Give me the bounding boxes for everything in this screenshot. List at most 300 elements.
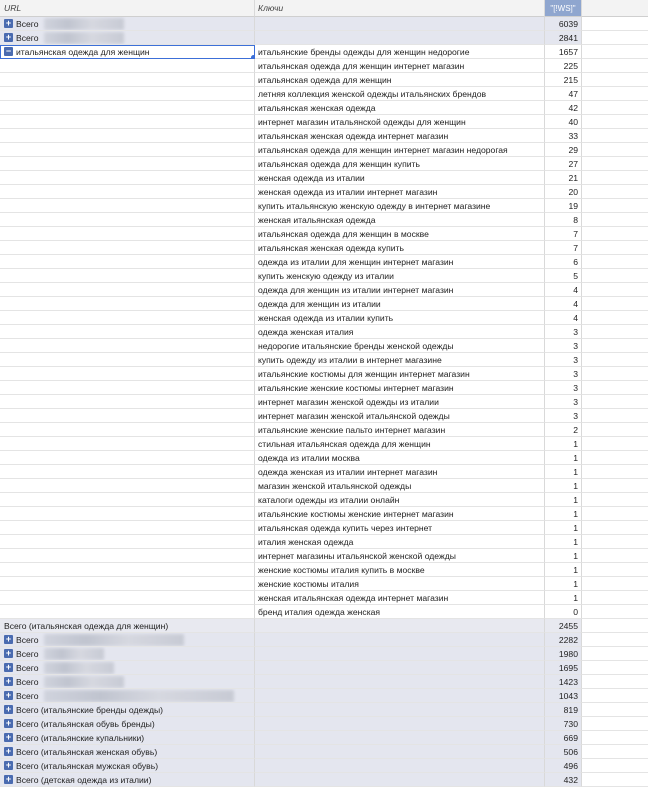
url-cell[interactable] bbox=[0, 577, 255, 591]
empty-cell bbox=[582, 353, 648, 367]
url-cell[interactable] bbox=[0, 563, 255, 577]
total-url-cell[interactable] bbox=[0, 731, 255, 745]
keyword-row bbox=[0, 353, 648, 367]
subtotal-label[interactable]: Всего (итальянская одежда для женщин) bbox=[0, 619, 255, 633]
empty-cell bbox=[582, 115, 648, 129]
keyword-cell[interactable]: итальянская женская одежда купить bbox=[255, 241, 545, 255]
keyword-row bbox=[0, 451, 648, 465]
total-url-cell[interactable] bbox=[0, 717, 255, 731]
url-cell[interactable] bbox=[0, 395, 255, 409]
url-cell[interactable] bbox=[0, 353, 255, 367]
column-header-keys[interactable]: Ключи bbox=[255, 0, 545, 17]
plus-square-icon[interactable]: + bbox=[5, 718, 12, 728]
keyword-row bbox=[0, 465, 648, 479]
keyword-cell[interactable]: женская итальянская одежда интернет магазин bbox=[255, 591, 545, 605]
empty-cell bbox=[582, 255, 648, 269]
total-value[interactable]: 2282 bbox=[545, 633, 582, 647]
keyword-cell[interactable]: одежда для женщин из италии bbox=[255, 297, 545, 311]
url-cell[interactable] bbox=[0, 101, 255, 115]
empty-cell bbox=[582, 745, 648, 759]
keyword-row bbox=[0, 157, 648, 171]
plus-square-icon[interactable]: + bbox=[5, 676, 12, 686]
keyword-row bbox=[0, 367, 648, 381]
total-value[interactable]: 506 bbox=[545, 745, 582, 759]
empty-cell bbox=[582, 479, 648, 493]
url-cell[interactable] bbox=[0, 423, 255, 437]
url-cell[interactable] bbox=[0, 409, 255, 423]
total-url-cell[interactable] bbox=[0, 633, 255, 647]
keyword-row bbox=[0, 269, 648, 283]
total-keys-cell[interactable] bbox=[255, 759, 545, 773]
plus-square-icon[interactable]: + bbox=[5, 774, 12, 784]
keyword-cell[interactable]: одежда для женщин из италии интернет магазин bbox=[255, 283, 545, 297]
ws-value-cell[interactable]: 3 bbox=[545, 395, 582, 409]
empty-cell bbox=[582, 129, 648, 143]
empty-cell bbox=[582, 339, 648, 353]
empty-cell bbox=[582, 689, 648, 703]
keyword-cell[interactable]: купить итальянскую женскую одежду в интернет магазине bbox=[255, 199, 545, 213]
total-url-cell[interactable] bbox=[0, 647, 255, 661]
keyword-row bbox=[0, 87, 648, 101]
url-cell[interactable] bbox=[0, 241, 255, 255]
plus-square-icon[interactable]: + bbox=[5, 634, 12, 644]
keyword-cell[interactable]: женская одежда из италии bbox=[255, 171, 545, 185]
ws-value-cell[interactable]: 3 bbox=[545, 325, 582, 339]
total-value[interactable]: 1695 bbox=[545, 661, 582, 675]
keyword-cell[interactable]: интернет магазин женской одежды из италии bbox=[255, 395, 545, 409]
total-label: Всего (итальянская обувь бренды) bbox=[16, 718, 155, 729]
keyword-row bbox=[0, 115, 648, 129]
url-cell[interactable] bbox=[0, 199, 255, 213]
keyword-cell[interactable]: итальянские женские костюмы интернет магазин bbox=[255, 381, 545, 395]
keyword-cell[interactable]: одежда женская италия bbox=[255, 325, 545, 339]
ws-value-cell[interactable]: 1 bbox=[545, 437, 582, 451]
url-cell[interactable] bbox=[0, 129, 255, 143]
url-cell[interactable] bbox=[0, 549, 255, 563]
keyword-row bbox=[0, 605, 648, 619]
total-keys-cell[interactable] bbox=[255, 31, 545, 45]
total-keys-cell[interactable] bbox=[255, 661, 545, 675]
total-value[interactable]: 1043 bbox=[545, 689, 582, 703]
plus-square-icon[interactable]: + bbox=[5, 746, 12, 756]
total-row bbox=[0, 759, 648, 773]
empty-cell bbox=[582, 437, 648, 451]
url-cell[interactable] bbox=[0, 367, 255, 381]
keyword-row bbox=[0, 199, 648, 213]
keyword-cell[interactable]: итальянская женская одежда интернет магазин bbox=[255, 129, 545, 143]
plus-square-icon[interactable]: + bbox=[5, 732, 12, 742]
total-label: Всего bbox=[16, 634, 39, 645]
empty-cell bbox=[582, 717, 648, 731]
keyword-row bbox=[0, 563, 648, 577]
ws-value-cell[interactable]: 3 bbox=[545, 409, 582, 423]
empty-cell bbox=[582, 157, 648, 171]
total-url-cell[interactable] bbox=[0, 31, 255, 45]
total-url-cell[interactable] bbox=[0, 745, 255, 759]
total-keys-cell[interactable] bbox=[255, 745, 545, 759]
keyword-cell[interactable]: интернет магазины итальянской женской одежды bbox=[255, 549, 545, 563]
url-cell[interactable] bbox=[0, 255, 255, 269]
url-cell[interactable] bbox=[0, 493, 255, 507]
keyword-cell[interactable]: стильная итальянская одежда для женщин bbox=[255, 437, 545, 451]
total-label: Всего bbox=[16, 648, 39, 659]
keyword-cell[interactable]: женская одежда из италии интернет магазин bbox=[255, 185, 545, 199]
keyword-row bbox=[0, 297, 648, 311]
total-row bbox=[0, 31, 648, 45]
plus-square-icon[interactable]: + bbox=[5, 18, 12, 28]
total-row bbox=[0, 17, 648, 31]
keyword-cell[interactable]: итальянские костюмы для женщин интернет магазин bbox=[255, 367, 545, 381]
total-row bbox=[0, 731, 648, 745]
ws-value-cell[interactable]: 8 bbox=[545, 213, 582, 227]
empty-cell bbox=[582, 409, 648, 423]
total-label: Всего (детская одежда из италии) bbox=[16, 774, 152, 785]
empty-cell bbox=[582, 577, 648, 591]
ws-value-cell[interactable]: 42 bbox=[545, 101, 582, 115]
url-cell[interactable] bbox=[0, 507, 255, 521]
ws-value-cell[interactable]: 1 bbox=[545, 451, 582, 465]
total-row bbox=[0, 703, 648, 717]
keyword-cell[interactable]: итальянские костюмы женские интернет магазин bbox=[255, 507, 545, 521]
total-url-cell[interactable] bbox=[0, 773, 255, 787]
total-keys-cell[interactable] bbox=[255, 717, 545, 731]
empty-cell bbox=[582, 395, 648, 409]
empty-cell bbox=[582, 297, 648, 311]
total-row bbox=[0, 717, 648, 731]
url-cell[interactable] bbox=[0, 213, 255, 227]
ws-value-cell[interactable]: 7 bbox=[545, 241, 582, 255]
total-keys-cell[interactable] bbox=[255, 703, 545, 717]
ws-value-cell[interactable]: 29 bbox=[545, 143, 582, 157]
url-cell[interactable] bbox=[0, 339, 255, 353]
keyword-cell[interactable]: итальянская одежда купить через интернет bbox=[255, 521, 545, 535]
empty-cell bbox=[582, 143, 648, 157]
total-keys-cell[interactable] bbox=[255, 773, 545, 787]
total-value[interactable]: 2841 bbox=[545, 31, 582, 45]
empty-cell bbox=[582, 759, 648, 773]
keyword-cell[interactable]: купить одежду из италии в интернет магазине bbox=[255, 353, 545, 367]
keyword-row bbox=[0, 241, 648, 255]
total-value[interactable]: 6039 bbox=[545, 17, 582, 31]
empty-cell bbox=[582, 199, 648, 213]
total-label: Всего bbox=[16, 676, 39, 687]
ws-value-cell[interactable]: 3 bbox=[545, 367, 582, 381]
keyword-row bbox=[0, 549, 648, 563]
keyword-cell[interactable]: итальянская одежда для женщин в москве bbox=[255, 227, 545, 241]
url-cell[interactable] bbox=[0, 185, 255, 199]
empty-cell bbox=[582, 101, 648, 115]
keyword-row bbox=[0, 437, 648, 451]
total-keys-cell[interactable] bbox=[255, 647, 545, 661]
url-cell[interactable] bbox=[0, 269, 255, 283]
url-cell[interactable] bbox=[0, 311, 255, 325]
keyword-row bbox=[0, 409, 648, 423]
keyword-row bbox=[0, 381, 648, 395]
url-cell[interactable] bbox=[0, 465, 255, 479]
ws-value-cell[interactable]: 1 bbox=[545, 591, 582, 605]
url-cell[interactable] bbox=[0, 479, 255, 493]
keyword-row bbox=[0, 311, 648, 325]
empty-cell bbox=[582, 227, 648, 241]
ws-value-cell[interactable]: 40 bbox=[545, 115, 582, 129]
empty-cell bbox=[582, 87, 648, 101]
ws-value-cell[interactable]: 19 bbox=[545, 199, 582, 213]
url-cell[interactable] bbox=[0, 437, 255, 451]
group-url-cell[interactable] bbox=[0, 45, 255, 59]
total-label: Всего (итальянские купальники) bbox=[16, 732, 145, 743]
ws-value-cell[interactable]: 1 bbox=[545, 535, 582, 549]
total-url-cell[interactable] bbox=[0, 17, 255, 31]
url-cell[interactable] bbox=[0, 87, 255, 101]
keyword-cell[interactable]: итальянская женская одежда bbox=[255, 101, 545, 115]
ws-value-cell[interactable]: 1657 bbox=[545, 45, 582, 59]
empty-cell bbox=[582, 283, 648, 297]
total-value[interactable]: 496 bbox=[545, 759, 582, 773]
keyword-row bbox=[0, 493, 648, 507]
ws-value-cell[interactable]: 1 bbox=[545, 479, 582, 493]
ws-value-cell[interactable]: 4 bbox=[545, 311, 582, 325]
total-label: Всего bbox=[16, 32, 39, 43]
keyword-row bbox=[0, 339, 648, 353]
total-label: Всего bbox=[16, 18, 39, 29]
keyword-cell[interactable]: итальянская одежда для женщин интернет магазин bbox=[255, 59, 545, 73]
keyword-cell[interactable]: одежда из италии москва bbox=[255, 451, 545, 465]
empty-cell bbox=[582, 563, 648, 577]
total-url-cell[interactable] bbox=[0, 703, 255, 717]
empty-cell bbox=[582, 73, 648, 87]
url-cell[interactable] bbox=[0, 143, 255, 157]
total-keys-cell[interactable] bbox=[255, 689, 545, 703]
keyword-row bbox=[0, 59, 648, 73]
keyword-cell[interactable]: бренд италия одежда женская bbox=[255, 605, 545, 619]
total-label: Всего bbox=[16, 662, 39, 673]
keyword-cell[interactable]: итальянская одежда для женщин bbox=[255, 73, 545, 87]
keyword-cell[interactable]: женская итальянская одежда bbox=[255, 213, 545, 227]
empty-cell bbox=[582, 465, 648, 479]
total-value[interactable]: 730 bbox=[545, 717, 582, 731]
url-cell[interactable] bbox=[0, 535, 255, 549]
url-cell[interactable] bbox=[0, 591, 255, 605]
plus-square-icon[interactable]: + bbox=[5, 704, 12, 714]
total-keys-cell[interactable] bbox=[255, 17, 545, 31]
keyword-row bbox=[0, 171, 648, 185]
keyword-row bbox=[0, 591, 648, 605]
keyword-row bbox=[0, 535, 648, 549]
empty-cell bbox=[582, 773, 648, 787]
plus-square-icon[interactable]: + bbox=[5, 760, 12, 770]
column-header-ws[interactable]: "[!WS]" bbox=[545, 0, 582, 17]
keyword-cell[interactable]: итальянские бренды одежды для женщин недорогие bbox=[255, 45, 545, 59]
total-keys-cell[interactable] bbox=[255, 675, 545, 689]
ws-value-cell[interactable]: 47 bbox=[545, 87, 582, 101]
keyword-cell[interactable]: итальянская одежда для женщин купить bbox=[255, 157, 545, 171]
empty-cell bbox=[582, 45, 648, 59]
url-cell[interactable] bbox=[0, 157, 255, 171]
ws-value-cell[interactable]: 7 bbox=[545, 227, 582, 241]
keyword-row bbox=[0, 325, 648, 339]
subtotal-keys-cell[interactable] bbox=[255, 619, 545, 633]
ws-value-cell[interactable]: 3 bbox=[545, 353, 582, 367]
empty-cell bbox=[582, 241, 648, 255]
keyword-cell[interactable]: женская одежда из италии купить bbox=[255, 311, 545, 325]
minus-square-icon[interactable]: − bbox=[5, 46, 12, 56]
group-label: итальянская одежда для женщин bbox=[16, 46, 150, 57]
url-cell[interactable] bbox=[0, 115, 255, 129]
ws-value-cell[interactable]: 27 bbox=[545, 157, 582, 171]
empty-cell bbox=[582, 507, 648, 521]
subtotal-value[interactable]: 2455 bbox=[545, 619, 582, 633]
header-row bbox=[0, 0, 648, 17]
keyword-row bbox=[0, 479, 648, 493]
url-cell[interactable] bbox=[0, 227, 255, 241]
empty-cell bbox=[582, 213, 648, 227]
empty-cell bbox=[582, 17, 648, 31]
redacted-url-blur bbox=[44, 690, 234, 702]
total-row bbox=[0, 675, 648, 689]
keyword-row bbox=[0, 283, 648, 297]
keyword-cell[interactable]: летняя коллекция женской одежды итальянских брендов bbox=[255, 87, 545, 101]
plus-square-icon[interactable]: + bbox=[5, 690, 12, 700]
keyword-cell[interactable]: итальянская одежда для женщин интернет магазин недорогая bbox=[255, 143, 545, 157]
url-cell[interactable] bbox=[0, 297, 255, 311]
keyword-cell[interactable]: каталоги одежды из италии онлайн bbox=[255, 493, 545, 507]
url-cell[interactable] bbox=[0, 521, 255, 535]
ws-value-cell[interactable]: 1 bbox=[545, 563, 582, 577]
keyword-cell[interactable]: недорогие итальянские бренды женской одежды bbox=[255, 339, 545, 353]
keyword-row bbox=[0, 423, 648, 437]
total-url-cell[interactable] bbox=[0, 675, 255, 689]
empty-cell bbox=[582, 591, 648, 605]
keyword-cell[interactable]: купить женскую одежду из италии bbox=[255, 269, 545, 283]
keyword-row bbox=[0, 143, 648, 157]
empty-header-cell bbox=[582, 0, 648, 17]
ws-value-cell[interactable]: 20 bbox=[545, 185, 582, 199]
ws-value-cell[interactable]: 6 bbox=[545, 255, 582, 269]
total-row bbox=[0, 745, 648, 759]
url-cell[interactable] bbox=[0, 451, 255, 465]
total-keys-cell[interactable] bbox=[255, 633, 545, 647]
total-url-cell[interactable] bbox=[0, 759, 255, 773]
ws-value-cell[interactable]: 21 bbox=[545, 171, 582, 185]
empty-cell bbox=[582, 185, 648, 199]
total-label: Всего (итальянские бренды одежды) bbox=[16, 704, 164, 715]
url-cell[interactable] bbox=[0, 605, 255, 619]
ws-value-cell[interactable]: 2 bbox=[545, 423, 582, 437]
redacted-url-blur bbox=[44, 634, 184, 646]
keyword-row bbox=[0, 129, 648, 143]
total-row bbox=[0, 773, 648, 787]
empty-cell bbox=[582, 325, 648, 339]
empty-cell bbox=[582, 521, 648, 535]
empty-cell bbox=[582, 731, 648, 745]
ws-value-cell[interactable]: 225 bbox=[545, 59, 582, 73]
total-value[interactable]: 1980 bbox=[545, 647, 582, 661]
empty-cell bbox=[582, 535, 648, 549]
ws-value-cell[interactable]: 1 bbox=[545, 493, 582, 507]
keyword-row bbox=[0, 255, 648, 269]
plus-square-icon[interactable]: + bbox=[5, 32, 12, 42]
total-value[interactable]: 432 bbox=[545, 773, 582, 787]
empty-cell bbox=[582, 703, 648, 717]
subtotal-row bbox=[0, 619, 648, 633]
keyword-row bbox=[0, 507, 648, 521]
total-value[interactable]: 1423 bbox=[545, 675, 582, 689]
ws-value-cell[interactable]: 3 bbox=[545, 339, 582, 353]
keyword-cell[interactable]: интернет магазин итальянской одежды для женщин bbox=[255, 115, 545, 129]
total-label: Всего (итальянская женская обувь) bbox=[16, 746, 158, 757]
keyword-cell[interactable]: италия женская одежда bbox=[255, 535, 545, 549]
total-row bbox=[0, 689, 648, 703]
keyword-cell[interactable]: итальянские женские пальто интернет магазин bbox=[255, 423, 545, 437]
redacted-url-blur bbox=[44, 648, 104, 660]
url-cell[interactable] bbox=[0, 73, 255, 87]
keyword-cell[interactable]: женские костюмы италия bbox=[255, 577, 545, 591]
keyword-row bbox=[0, 227, 648, 241]
ws-value-cell[interactable]: 33 bbox=[545, 129, 582, 143]
keyword-row bbox=[0, 395, 648, 409]
total-value[interactable]: 669 bbox=[545, 731, 582, 745]
url-cell[interactable] bbox=[0, 381, 255, 395]
ws-value-cell[interactable]: 5 bbox=[545, 269, 582, 283]
keyword-row bbox=[0, 213, 648, 227]
plus-square-icon[interactable]: + bbox=[5, 648, 12, 658]
column-header-url[interactable]: URL bbox=[0, 0, 255, 17]
plus-square-icon[interactable]: + bbox=[5, 662, 12, 672]
empty-cell bbox=[582, 451, 648, 465]
url-cell[interactable] bbox=[0, 171, 255, 185]
keyword-row bbox=[0, 45, 648, 59]
ws-value-cell[interactable]: 4 bbox=[545, 297, 582, 311]
keyword-cell[interactable]: магазин женской итальянской одежды bbox=[255, 479, 545, 493]
total-row bbox=[0, 633, 648, 647]
ws-value-cell[interactable]: 4 bbox=[545, 283, 582, 297]
ws-value-cell[interactable]: 1 bbox=[545, 549, 582, 563]
total-row bbox=[0, 647, 648, 661]
ws-value-cell[interactable]: 1 bbox=[545, 465, 582, 479]
empty-cell bbox=[582, 605, 648, 619]
empty-cell bbox=[582, 549, 648, 563]
keyword-cell[interactable]: интернет магазин женской итальянской одежды bbox=[255, 409, 545, 423]
total-keys-cell[interactable] bbox=[255, 731, 545, 745]
total-value[interactable]: 819 bbox=[545, 703, 582, 717]
keyword-row bbox=[0, 185, 648, 199]
empty-cell bbox=[582, 675, 648, 689]
empty-cell bbox=[582, 661, 648, 675]
keyword-cell[interactable]: женские костюмы италия купить в москве bbox=[255, 563, 545, 577]
total-url-cell[interactable] bbox=[0, 689, 255, 703]
ws-value-cell[interactable]: 1 bbox=[545, 577, 582, 591]
total-url-cell[interactable] bbox=[0, 661, 255, 675]
redacted-url-blur bbox=[44, 32, 124, 44]
empty-cell bbox=[582, 31, 648, 45]
url-cell[interactable] bbox=[0, 59, 255, 73]
empty-cell bbox=[582, 423, 648, 437]
ws-value-cell[interactable]: 3 bbox=[545, 381, 582, 395]
ws-value-cell[interactable]: 215 bbox=[545, 73, 582, 87]
ws-value-cell[interactable]: 0 bbox=[545, 605, 582, 619]
keyword-row bbox=[0, 577, 648, 591]
empty-cell bbox=[582, 311, 648, 325]
keyword-cell[interactable]: одежда женская из италии интернет магазин bbox=[255, 465, 545, 479]
url-cell[interactable] bbox=[0, 283, 255, 297]
empty-cell bbox=[582, 619, 648, 633]
keyword-row bbox=[0, 73, 648, 87]
ws-value-cell[interactable]: 1 bbox=[545, 521, 582, 535]
keyword-cell[interactable]: одежда из италии для женщин интернет магазин bbox=[255, 255, 545, 269]
url-cell[interactable] bbox=[0, 325, 255, 339]
total-row bbox=[0, 661, 648, 675]
ws-value-cell[interactable]: 1 bbox=[545, 507, 582, 521]
